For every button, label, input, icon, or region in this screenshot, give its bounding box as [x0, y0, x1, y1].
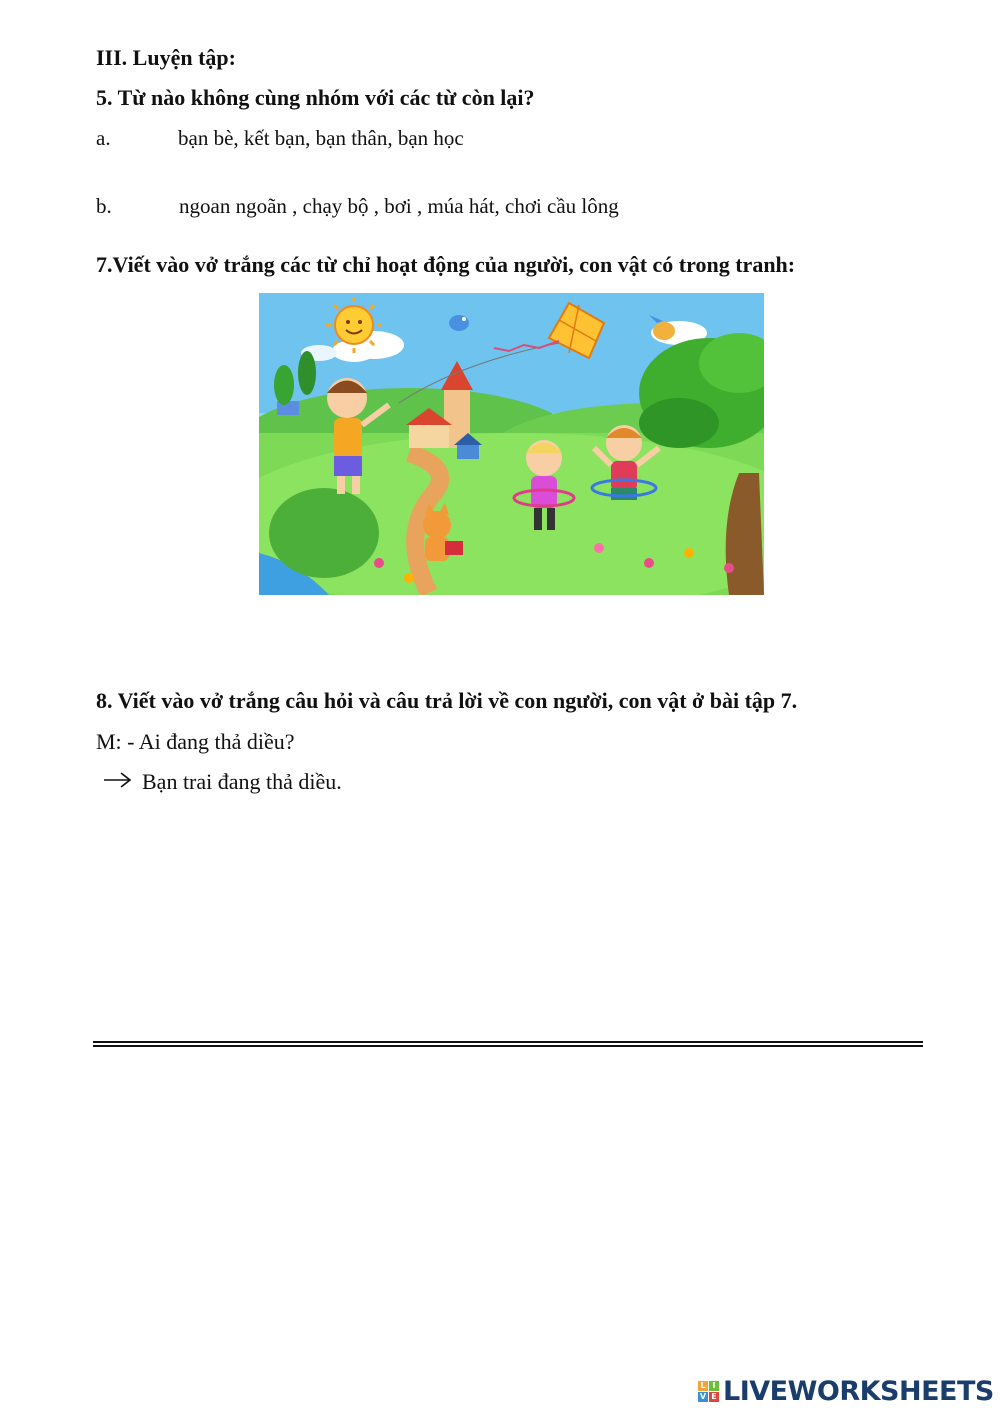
sun-icon [326, 297, 382, 353]
section-heading: III. Luyện tập: [96, 45, 236, 70]
question-7-title: 7.Viết vào vở trắng các từ chỉ hoạt động của người, con vật có trong tranh: [96, 252, 796, 277]
liveworksheets-logo-icon [698, 1381, 719, 1402]
option-a-letter: a. [96, 126, 111, 150]
logo-letter: I [709, 1381, 719, 1391]
option-b-letter: b. [96, 194, 112, 218]
liveworksheets-watermark [698, 1376, 994, 1407]
right-arrow-icon [103, 770, 133, 790]
logo-letter: E [709, 1392, 719, 1402]
children-playing-illustration [259, 293, 764, 595]
divider-line-bottom [93, 1045, 923, 1047]
logo-letter: V [699, 1392, 707, 1401]
option-b-text: ngoan ngoãn , chạy bộ , bơi , múa hát, chơi cầu lông [179, 194, 619, 218]
divider-line-top [93, 1041, 923, 1043]
example-question: M: - Ai đang thả diều? [96, 729, 295, 754]
question-8-title: 8. Viết vào vở trắng câu hỏi và câu trả lời về con người, con vật ở bài tập 7. [96, 688, 798, 713]
question-5-title: 5. Từ nào không cùng nhóm với các từ còn lại? [96, 85, 535, 110]
option-a-text: bạn bè, kết bạn, bạn thân, bạn học [178, 126, 464, 150]
bird-icon [449, 315, 469, 331]
watermark-text: LIVEWORKSHEETS [723, 1376, 994, 1407]
logo-letter: L [698, 1381, 708, 1391]
example-answer: Bạn trai đang thả diều. [142, 769, 342, 794]
